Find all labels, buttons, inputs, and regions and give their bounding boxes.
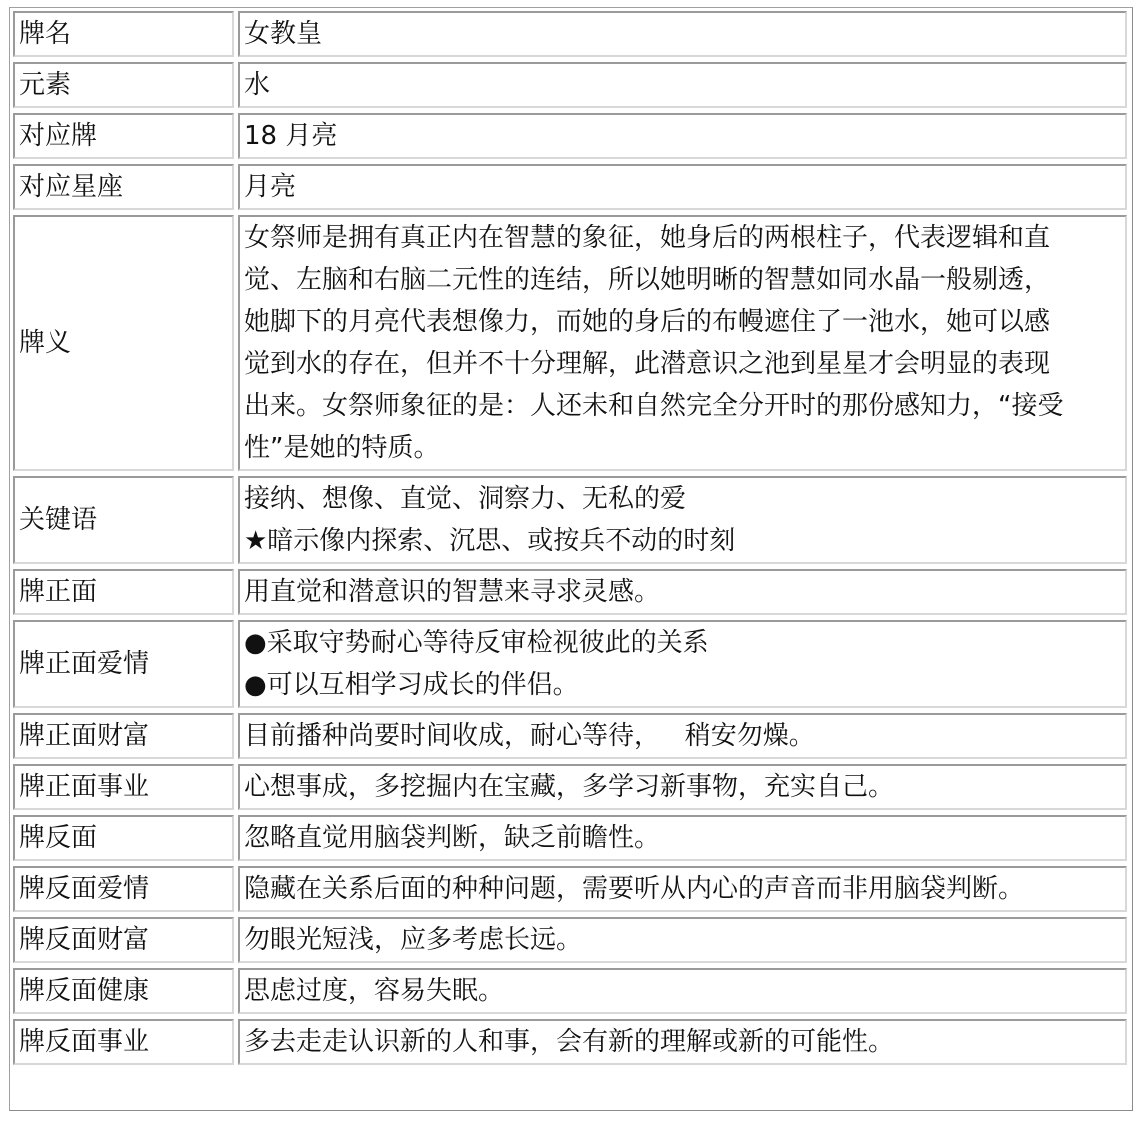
row-label-cell [13, 62, 234, 108]
row-label-cell [13, 866, 234, 912]
row-value-cell [238, 764, 1127, 810]
row-value-line: 女教皇 [244, 19, 323, 49]
row-value-line: 思虑过度，容易失眠。 [244, 976, 505, 1006]
row-value-line: 多去走走认识新的人和事，会有新的理解或新的可能性。 [244, 1027, 895, 1057]
row-value-line: 觉、左脑和右脑二元性的连结，所以她明晰的智慧如同水晶一般剔透， [244, 265, 1051, 295]
row-value-line: ★暗示像内探索、沉思、或按兵不动的时刻 [244, 526, 736, 556]
table-row [13, 764, 1127, 810]
table-body [13, 11, 1127, 1065]
table-row [13, 164, 1127, 210]
row-value-line: 她脚下的月亮代表想像力，而她的身后的布幔遮住了一池水，她可以感 [244, 307, 1051, 337]
table-row [13, 1019, 1127, 1065]
row-label-cell [13, 215, 234, 471]
row-value-cell [238, 476, 1127, 564]
row-label-cell [13, 476, 234, 564]
row-label: 牌反面 [19, 823, 98, 853]
row-label: 牌正面事业 [19, 772, 150, 802]
table-row [13, 713, 1127, 759]
row-value-line: ●采取守势耐心等待反审检视彼此的关系 [244, 628, 709, 658]
row-value-cell [238, 815, 1127, 861]
row-value-line: 隐藏在关系后面的种种问题，需要听从内心的声音而非用脑袋判断。 [244, 874, 1025, 904]
table-row [13, 620, 1127, 708]
table-row [13, 215, 1127, 471]
row-label-cell [13, 113, 234, 159]
row-value-line: 性”是她的特质。 [244, 433, 440, 463]
row-label: 牌反面财富 [19, 925, 150, 955]
row-label: 牌正面财富 [19, 721, 150, 751]
row-value-line: 忽略直觉用脑袋判断，缺乏前瞻性。 [244, 823, 661, 853]
row-label-cell [13, 164, 234, 210]
row-value-cell [238, 620, 1127, 708]
table-row [13, 569, 1127, 615]
row-value-cell [238, 113, 1127, 159]
table-row [13, 815, 1127, 861]
row-value-cell [238, 866, 1127, 912]
row-value-cell [238, 62, 1127, 108]
row-label: 牌反面事业 [19, 1027, 150, 1057]
row-label: 牌反面爱情 [19, 874, 150, 904]
row-label-cell [13, 11, 234, 57]
table-row [13, 62, 1127, 108]
row-value-line: 女祭师是拥有真正内在智慧的象征，她身后的两根柱子，代表逻辑和直 [244, 223, 1051, 253]
table-row [13, 11, 1127, 57]
row-value-line: 用直觉和潜意识的智慧来寻求灵感。 [244, 577, 661, 607]
table-row [13, 866, 1127, 912]
row-label: 牌正面爱情 [19, 649, 150, 679]
row-label: 对应星座 [19, 172, 124, 202]
table-row [13, 476, 1127, 564]
row-label-cell [13, 815, 234, 861]
row-label: 牌义 [19, 328, 72, 358]
row-value-line: 月亮 [244, 172, 297, 202]
row-label-cell [13, 968, 234, 1014]
row-value-line: 勿眼光短浅，应多考虑长远。 [244, 925, 583, 955]
row-value-cell [238, 215, 1127, 471]
row-label: 牌反面健康 [19, 976, 150, 1006]
row-value-cell [238, 164, 1127, 210]
row-value-cell [238, 713, 1127, 759]
row-value-cell [238, 569, 1127, 615]
row-label: 对应牌 [19, 121, 98, 151]
row-label: 关键语 [19, 505, 98, 535]
row-value-line: 心想事成，多挖掘内在宝藏，多学习新事物，充实自己。 [244, 772, 895, 802]
table-row [13, 113, 1127, 159]
row-value-line: ●可以互相学习成长的伴侣。 [244, 670, 579, 700]
row-label: 元素 [19, 70, 72, 100]
row-value-line: 接纳、想像、直觉、洞察力、无私的爱 [244, 484, 687, 514]
row-label-cell [13, 569, 234, 615]
row-label-cell [13, 620, 234, 708]
row-label: 牌正面 [19, 577, 98, 607]
table-row [13, 917, 1127, 963]
tarot-card-table [9, 6, 1131, 1070]
row-label-cell [13, 1019, 234, 1065]
row-value-line: 18 月亮 [244, 121, 338, 151]
row-value-cell [238, 968, 1127, 1014]
row-label: 牌名 [19, 19, 72, 49]
row-value-line: 出来。女祭师象征的是：人还未和自然完全分开时的那份感知力，“接受 [244, 391, 1064, 421]
row-label-cell [13, 764, 234, 810]
table-row [13, 968, 1127, 1014]
row-value-cell [238, 917, 1127, 963]
row-value-line: 觉到水的存在，但并不十分理解，此潜意识之池到星星才会明显的表现 [244, 349, 1051, 379]
row-label-cell [13, 917, 234, 963]
row-value-line: 水 [244, 70, 271, 100]
row-value-line: 目前播种尚要时间收成，耐心等待， 稍安勿燥。 [244, 721, 815, 751]
row-value-cell [238, 11, 1127, 57]
row-value-cell [238, 1019, 1127, 1065]
row-label-cell [13, 713, 234, 759]
tarot-card-table-frame [9, 7, 1133, 1111]
